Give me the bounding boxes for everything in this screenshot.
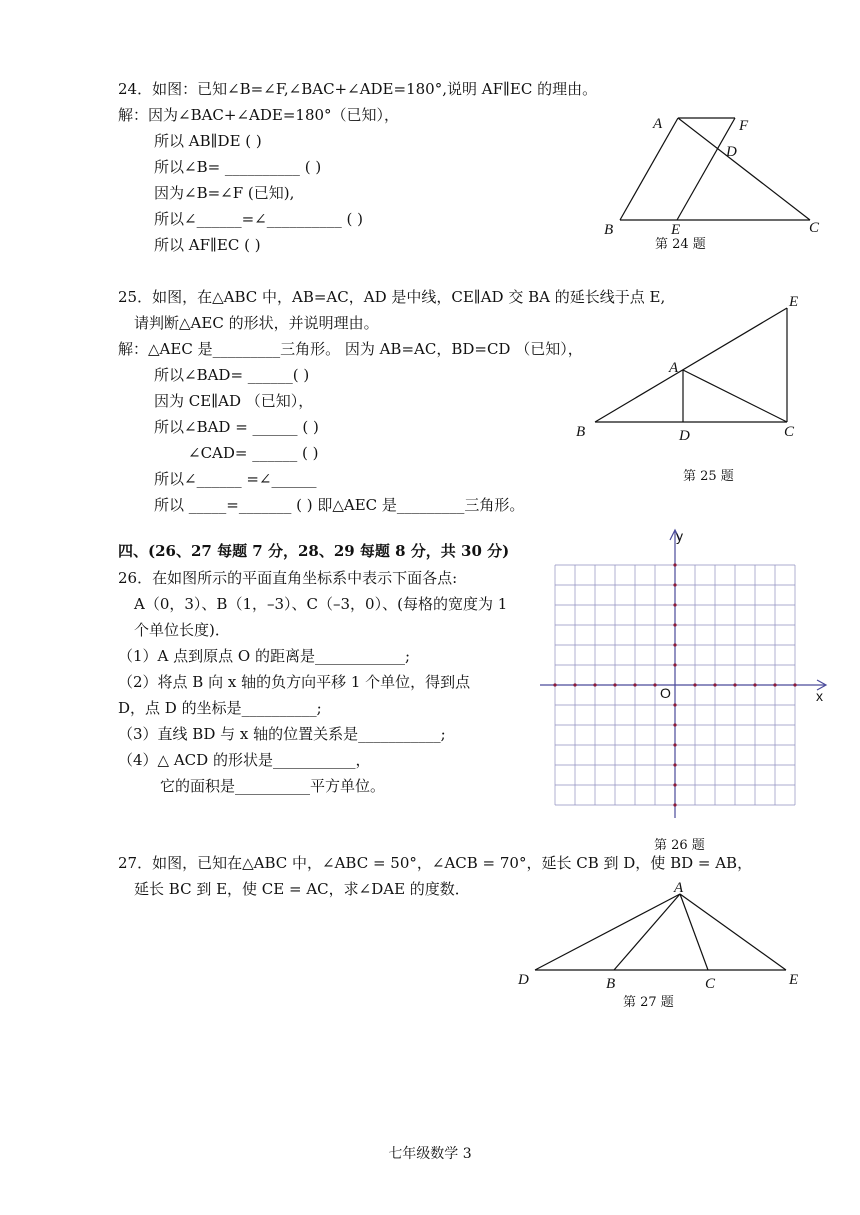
- q24-line-2: 所以 AB∥DE ( ): [154, 132, 262, 150]
- q26-line-4: （2）将点 B 向 x 轴的负方向平移 1 个单位，得到点: [118, 673, 471, 691]
- y-axis-tick-dot: [673, 583, 676, 586]
- x-axis-tick-dot: [693, 683, 696, 686]
- q27-label-c: C: [705, 976, 716, 992]
- q24-label-a: A: [653, 116, 663, 132]
- x-axis-tick-dot: [613, 683, 616, 686]
- q25-label-e: E: [789, 294, 799, 310]
- q25-line-4: 因为 CE∥AD （已知），: [154, 392, 314, 410]
- q24-line-6: 所以 AF∥EC ( ): [154, 236, 261, 254]
- q27-stem: 27．如图，已知在△ABC 中，∠ABC = 50°，∠ACB = 70°，延长 CB 到 D，使 BD = AB，: [118, 854, 753, 872]
- q24-label-f: F: [739, 118, 749, 134]
- q24-line-5: 所以∠______=∠__________ ( ): [154, 210, 363, 228]
- page-footer: 七年级数学 3: [388, 1146, 472, 1162]
- q26-coordinate-grid: [540, 525, 840, 855]
- q26-line-8: 它的面积是__________平方单位。: [160, 777, 386, 795]
- q25-line-1: 请判断△AEC 的形状，并说明理由。: [134, 314, 379, 332]
- x-axis-tick-dot: [773, 683, 776, 686]
- q26-line-3: （1）A 点到原点 O 的距离是____________;: [118, 647, 411, 665]
- y-axis-tick-dot: [673, 763, 676, 766]
- q25-line-2: 解：△AEC 是_________三角形。 因为 AB=AC，BD=CD （已知），: [118, 340, 583, 358]
- q24-label-b: B: [604, 222, 614, 238]
- q27-caption: 第 27 题: [623, 995, 674, 1010]
- x-axis-tick-dot: [733, 683, 736, 686]
- q24-line-1: 解：因为∠BAC+∠ADE=180°（已知），: [118, 106, 400, 124]
- q25-line-6: ∠CAD= ______ ( ): [188, 444, 319, 462]
- q27-label-b: B: [606, 976, 616, 992]
- y-axis-tick-dot: [673, 603, 676, 606]
- q26-line-2: 个单位长度)．: [134, 621, 230, 639]
- y-axis-tick-dot: [673, 783, 676, 786]
- q27-label-d: D: [518, 972, 529, 988]
- origin-label: O: [660, 685, 671, 701]
- y-axis-tick-dot: [673, 663, 676, 666]
- x-axis-tick-dot: [573, 683, 576, 686]
- q24-figure: [595, 108, 835, 258]
- q25-label-a: A: [669, 360, 679, 376]
- q24-line-3: 所以∠B= __________ ( ): [154, 158, 322, 176]
- q25-caption: 第 25 题: [683, 469, 734, 484]
- q25-line-5: 所以∠BAD = ______ ( ): [154, 418, 319, 436]
- q25-line-3: 所以∠BAD= ______( ): [154, 366, 310, 384]
- q24-caption: 第 24 题: [655, 237, 706, 252]
- x-axis-tick-dot: [753, 683, 756, 686]
- q27-label-a: A: [674, 880, 684, 896]
- x-axis-tick-dot: [793, 683, 796, 686]
- q27-label-e: E: [789, 972, 799, 988]
- x-axis-tick-dot: [653, 683, 656, 686]
- q24-label-c: C: [809, 220, 820, 236]
- x-axis-tick-dot: [713, 683, 716, 686]
- q26-caption: 第 26 题: [654, 838, 705, 853]
- q24-stem: 24．如图：已知∠B=∠F,∠BAC+∠ADE=180°,说明 AF∥EC 的理由。: [118, 80, 598, 98]
- q25-label-c: C: [784, 424, 795, 440]
- q25-figure: [570, 290, 810, 490]
- q26-line-6: （3）直线 BD 与 x 轴的位置关系是___________;: [118, 725, 446, 743]
- y-axis-tick-dot: [673, 703, 676, 706]
- q25-line-8: 所以 _____=_______ ( ) 即△AEC 是_________三角形。: [154, 496, 525, 514]
- y-axis-tick-dot: [673, 623, 676, 626]
- x-axis-tick-dot: [553, 683, 556, 686]
- section-heading: 四、(26、27 每题 7 分，28、29 每题 8 分，共 30 分): [118, 542, 510, 560]
- x-axis-label: x: [816, 688, 823, 704]
- q25-label-d: D: [679, 428, 690, 444]
- q25-label-b: B: [576, 424, 586, 440]
- q24-line-4: 因为∠B=∠F (已知),: [154, 184, 295, 202]
- y-axis-tick-dot: [673, 643, 676, 646]
- q25-stem: 25．如图，在△ABC 中，AB=AC，AD 是中线，CE∥AD 交 BA 的延长线于点 E,: [118, 288, 666, 306]
- q26-line-1: A（0，3）、B（1，–3）、C（–3，0）、(每格的宽度为 1: [134, 595, 508, 613]
- y-axis-tick-dot: [673, 743, 676, 746]
- q26-line-7: （4）△ ACD 的形状是___________，: [118, 751, 371, 769]
- q27-line-1: 延长 BC 到 E，使 CE = AC，求∠DAE 的度数．: [134, 880, 470, 898]
- x-axis-tick-dot: [633, 683, 636, 686]
- q24-label-d: D: [726, 144, 737, 160]
- y-axis-tick-dot: [673, 563, 676, 566]
- x-axis-tick-dot: [593, 683, 596, 686]
- q26-line-5: D，点 D 的坐标是__________;: [118, 699, 322, 717]
- y-axis-tick-dot: [673, 803, 676, 806]
- q27-figure: [510, 876, 810, 1016]
- y-axis-label: y: [676, 528, 683, 544]
- q26-stem: 26．在如图所示的平面直角坐标系中表示下面各点:: [118, 569, 458, 587]
- q25-line-7: 所以∠______ =∠______: [154, 470, 317, 488]
- q24-label-e: E: [671, 222, 681, 238]
- y-axis-tick-dot: [673, 723, 676, 726]
